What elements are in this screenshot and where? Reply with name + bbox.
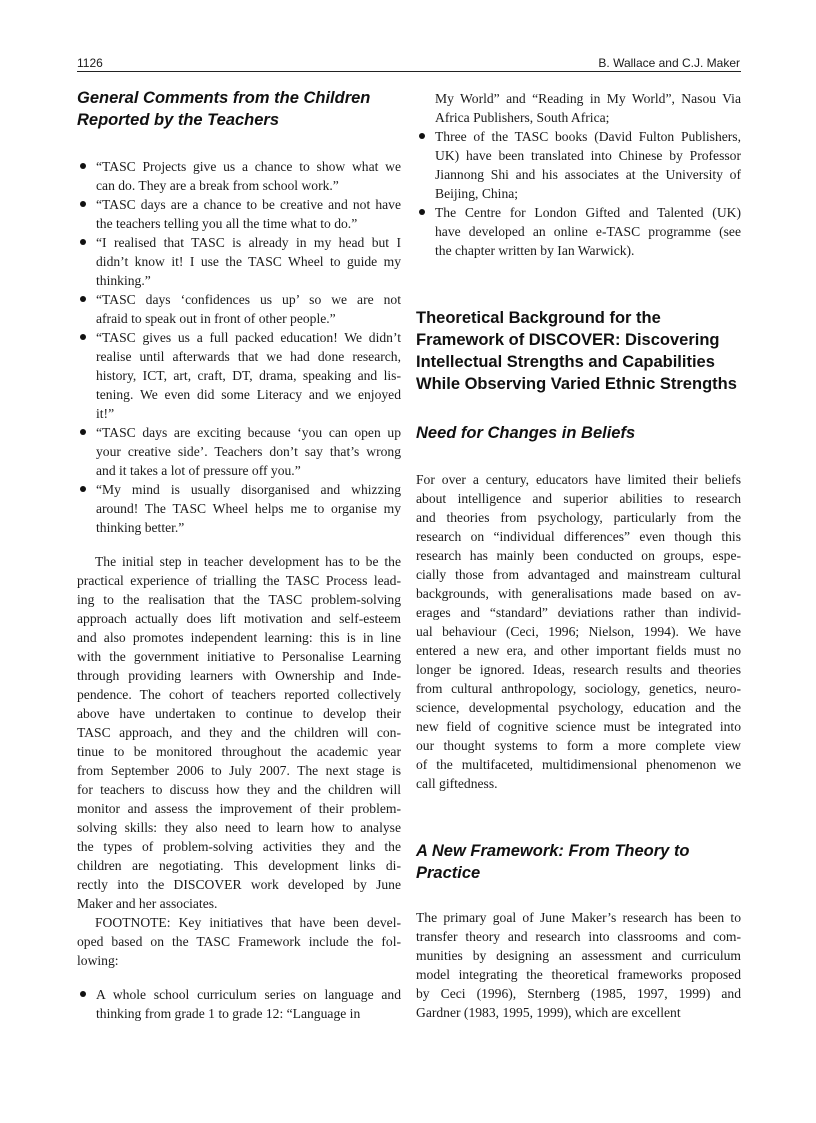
text-line: ual behaviour (Ceci, 1996; Nielson, 1994). We have — [416, 624, 741, 639]
text-line: and theories from psychology, particularly from the — [416, 510, 741, 525]
text-line: didn’t know it! I use the TASC Wheel to guide my — [96, 254, 401, 269]
text-line: The primary goal of June Maker’s research has been to — [416, 910, 741, 925]
bullet-icon — [80, 239, 86, 245]
text-line: “TASC days are a chance to be creative and not have — [96, 197, 401, 212]
bullet-icon — [80, 296, 86, 302]
paragraph-initial-step — [77, 552, 401, 913]
section-heading-theoretical-background — [416, 307, 741, 395]
text-line: the chapter written by Ian Warwick). — [435, 243, 635, 258]
text-line: and it takes a lot of pressure off you.” — [96, 463, 301, 478]
text-line: around! The TASC Wheel helps me to organise my — [96, 501, 401, 516]
list-item — [77, 233, 401, 290]
list-item — [77, 328, 401, 423]
text-line: afraid to speak out in front of other people.” — [96, 311, 336, 326]
text-line: thinking better.” — [96, 520, 185, 535]
text-line: tening. We even did some Literacy and we enjoyed — [96, 387, 401, 402]
text-line: for teachers to discuss how they and the children will — [77, 782, 401, 797]
text-line: A whole school curriculum series on language and — [96, 987, 401, 1002]
list-item — [77, 423, 401, 480]
text-line: “TASC days are exciting because ‘you can open up — [96, 425, 401, 440]
initiatives-list — [416, 127, 741, 260]
text-line: Jiannong Shi and his associates at the University of — [435, 167, 741, 182]
text-line: monitor and assess the improvement of their problem- — [77, 801, 401, 816]
text-line: The initial step in teacher development has to be the — [95, 554, 401, 569]
text-line: backgrounds, with generalisations made based on av- — [416, 586, 741, 601]
text-line: the teachers telling you all the time what to do.” — [96, 216, 358, 231]
bullet-icon — [80, 486, 86, 492]
text-line: “TASC gives us a full packed education! We didn’t — [96, 330, 401, 345]
text-line: our thought systems to form a more complete view — [416, 738, 741, 753]
text-line: oped based on the TASC Framework include the fol- — [77, 934, 401, 949]
bullet-icon — [419, 133, 425, 139]
subheading-new-framework — [416, 840, 741, 884]
text-line: Gardner (1983, 1995, 1999), which are excellent — [416, 1005, 681, 1020]
text-line: munities by designing an assessment and curriculum — [416, 948, 741, 963]
heading-line: Intellectual Strengths and Capabilities — [416, 353, 715, 371]
text-line: My World” and “Reading in My World”, Nasou Via — [435, 91, 741, 106]
initiative-list-item — [77, 985, 401, 1023]
text-line: ing to the realisation that the TASC problem-solving — [77, 592, 401, 607]
text-line: Maker and her associates. — [77, 896, 218, 911]
bullet-icon — [80, 991, 86, 997]
heading-line: Framework of DISCOVER: Discovering — [416, 331, 720, 349]
text-line: research has mainly been conducted on groups, espe- — [416, 548, 741, 563]
paragraph-footnote — [77, 913, 401, 970]
header-rule — [77, 71, 741, 72]
list-item — [77, 480, 401, 537]
text-line: FOOTNOTE: Key initiatives that have been devel- — [95, 915, 401, 930]
text-line: approach actually does lift motivation and self-esteem — [77, 611, 401, 626]
initiative-continuation — [416, 89, 741, 127]
text-line: about intelligence and superior abilities to research — [416, 491, 741, 506]
text-line: realise until afterwards that we had done research, — [96, 349, 401, 364]
text-line: UK) have been translated into Chinese by Professor — [435, 148, 741, 163]
heading-line: Theoretical Background for the — [416, 309, 661, 327]
text-line: and also promotes independent learning: this is in line — [77, 630, 401, 645]
list-item — [77, 290, 401, 328]
text-line: “TASC days ‘confidences us up’ so we are not — [96, 292, 401, 307]
bullet-icon — [80, 201, 86, 207]
text-line: from September 2006 to July 2007. The next stage is — [77, 763, 401, 778]
text-line: model integrating the theoretical frameworks proposed — [416, 967, 741, 982]
list-item — [77, 195, 401, 233]
text-line: thinking.” — [96, 273, 151, 288]
text-line: entered a new era, and other important fields must no — [416, 643, 741, 658]
paragraph-new-framework — [416, 908, 741, 1022]
text-line: tinue to be monitored throughout the academic year — [77, 744, 401, 759]
text-line: children are negotiating. This development links di- — [77, 858, 401, 873]
text-line: can do. They are a break from school work.” — [96, 178, 339, 193]
text-line: have developed an online e-TASC programme (see — [435, 224, 741, 239]
paragraph-need-for-changes — [416, 470, 741, 793]
bullet-icon — [80, 163, 86, 169]
text-line: cially those from advantaged and mainstream cultural — [416, 567, 741, 582]
bullet-icon — [419, 209, 425, 215]
text-line: call giftedness. — [416, 776, 498, 791]
list-item — [416, 203, 741, 260]
text-line: “TASC Projects give us a chance to show what we — [96, 159, 401, 174]
text-line: Three of the TASC books (David Fulton Publishers, — [435, 129, 741, 144]
text-line: Beijing, China; — [435, 186, 519, 201]
text-line: practical experience of trialling the TASC Process lead- — [77, 573, 401, 588]
text-line: transfer theory and research into classrooms and com- — [416, 929, 741, 944]
text-line: from cultural anthropology, sociology, genetics, neuro- — [416, 681, 741, 696]
bullet-icon — [80, 429, 86, 435]
text-line: through providing learners with Ownership and Inde- — [77, 668, 401, 683]
text-line: science, developmental psychology, education and the — [416, 700, 741, 715]
text-line: history, ICT, art, craft, DT, drama, speaking and lis- — [96, 368, 401, 383]
list-item — [77, 985, 401, 1023]
text-line: Africa Publishers, South Africa; — [435, 110, 610, 125]
text-line: “My mind is usually disorganised and whizzing — [96, 482, 401, 497]
text-line: solving skills: they also need to learn how to analyse — [77, 820, 401, 835]
text-line: above have undertaken to continue to develop their — [77, 706, 401, 721]
text-line: longer be ignored. Ideas, research results and theories — [416, 662, 741, 677]
text-line: new field of cognitive science must be integrated into — [416, 719, 741, 734]
text-line: erages and “standard” deviations rather than individ- — [416, 605, 741, 620]
running-head: B. Wallace and C.J. Maker — [598, 56, 740, 70]
text-line: pendence. The cohort of teachers reported collectively — [77, 687, 401, 702]
heading-line: A New Framework: From Theory to — [416, 842, 690, 860]
heading-line: General Comments from the Children — [77, 89, 371, 107]
heading-line: While Observing Varied Ethnic Strengths — [416, 375, 737, 393]
text-line: it!” — [96, 406, 115, 421]
text-line: TASC approach, and they and the children will con- — [77, 725, 401, 740]
text-line: rectly into the DISCOVER work developed by June — [77, 877, 401, 892]
text-line: The Centre for London Gifted and Talented (UK) — [435, 205, 741, 220]
heading-line: Need for Changes in Beliefs — [416, 424, 636, 442]
text-line: research on “individual differences” even though this — [416, 529, 741, 544]
bullet-icon — [80, 334, 86, 340]
text-line: For over a century, educators have limited their beliefs — [416, 472, 741, 487]
list-item — [416, 127, 741, 203]
text-line: by Ceci (1996), Sternberg (1985, 1997, 1999) and — [416, 986, 741, 1001]
page-number: 1126 — [77, 56, 103, 70]
text-line: of the multifaceted, multidimensional phenomenon we — [416, 757, 741, 772]
text-line: the types of problem-solving activities they and the — [77, 839, 401, 854]
list-item — [77, 157, 401, 195]
text-line: “I realised that TASC is already in my head but I — [96, 235, 401, 250]
heading-line: Practice — [416, 864, 481, 882]
text-line: with the government initiative to Personalise Learning — [77, 649, 401, 664]
subheading-need-for-changes — [416, 422, 741, 444]
text-line: your creative side’. Teachers don’t say that’s wrong — [96, 444, 401, 459]
quotes-list — [77, 157, 401, 537]
text-line: thinking from grade 1 to grade 12: “Language in — [96, 1006, 361, 1021]
section-heading-comments — [77, 87, 401, 131]
text-line: lowing: — [77, 953, 119, 968]
heading-line: Reported by the Teachers — [77, 111, 280, 129]
